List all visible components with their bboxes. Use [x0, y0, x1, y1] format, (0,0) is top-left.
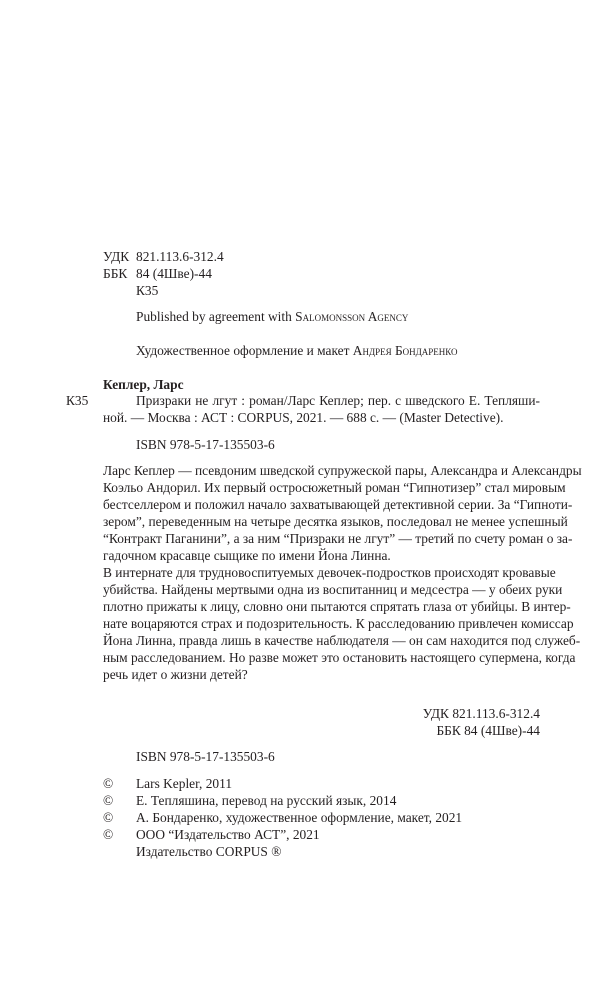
udk-value: 821.113.6-312.4	[136, 249, 224, 264]
bbk-label: ББК	[103, 266, 128, 281]
udk-right: УДК 821.113.6-312.4	[422, 706, 540, 721]
annotation-p1-line: гадочном красавце сыщике по имени Йона Линна.	[103, 548, 391, 563]
annotation-p2-line: В интернате для трудновоспитуемых девочек-подростков происходят кровавые	[103, 565, 556, 580]
annotation-p1-line: Ларс Кеплер — псевдоним шведской супружеской пары, Александра и Александры	[103, 463, 582, 478]
copyright-line: Е. Тепляшина, перевод на русский язык, 2014	[136, 793, 397, 808]
isbn-top: ISBN 978-5-17-135503-6	[136, 437, 275, 452]
published-by-line	[136, 309, 408, 325]
margin-author-mark: К35	[66, 393, 89, 408]
copyright-line: Lars Kepler, 2011	[136, 776, 233, 791]
designer-name: Андрея Бондаренко	[352, 343, 458, 358]
author-mark: К35	[136, 283, 159, 298]
author-heading: Кеплер, Ларс	[103, 377, 184, 392]
isbn-bottom: ISBN 978-5-17-135503-6	[136, 749, 275, 764]
agency-name: Salomonsson Agency	[295, 309, 409, 324]
annotation-p1-line: зером”, переведенным на четыре десятка языков, последовал не менее успешный	[103, 514, 568, 529]
bibliographic-line-1: Призраки не лгут : роман/Ларс Кеплер; пер. с шведского Е. Тепляши-	[136, 393, 540, 408]
copyright-symbol: ©	[103, 810, 114, 825]
bbk-right: ББК 84 (4Шве)-44	[436, 723, 540, 738]
copyright-line: А. Бондаренко, художественное оформление, макет, 2021	[136, 810, 463, 825]
udk-label: УДК	[103, 249, 130, 264]
annotation-p2-line: нате воцаряются страх и подозрительность. К расследованию привлечен комиссар	[103, 616, 574, 631]
design-credit-line	[136, 343, 458, 359]
copyright-symbol: ©	[103, 827, 114, 842]
annotation-p2-line: речь идет о жизни детей?	[103, 667, 248, 682]
annotation-p2-line: плотно прижаты к лицу, словно они пытаются спрятать глаза от убийцы. В интер-	[103, 599, 571, 614]
annotation-p1-line: Коэльо Андорил. Их первый остросюжетный роман “Гипнотизер” стал мировым	[103, 480, 566, 495]
annotation-p1-line: “Контракт Паганини”, а за ним “Призраки не лгут” — третий по счету роман о за-	[103, 531, 573, 546]
copyright-symbol: ©	[103, 793, 114, 808]
publisher-line: Издательство CORPUS ®	[136, 844, 282, 859]
copyright-symbol: ©	[103, 776, 114, 791]
annotation-p2-line: Йона Линна, правда лишь в качестве наблюдателя — он сам находится под служеб-	[103, 633, 581, 648]
design-credit-prefix: Художественное оформление и макет	[136, 343, 353, 358]
copyright-line: ООО “Издательство АСТ”, 2021	[136, 827, 320, 842]
annotation-p2-line: убийства. Найдены мертвыми одна из воспитанниц и медсестра — у обеих руки	[103, 582, 563, 597]
published-by-prefix: Published by agreement with	[136, 309, 296, 324]
annotation-p2-line: ным расследованием. Но разве может это остановить настоящего супермена, когда	[103, 650, 576, 665]
bibliographic-line-2: ной. — Москва : АСТ : CORPUS, 2021. — 688 с. — (Master Detective).	[103, 410, 504, 425]
annotation-p1-line: бестселлером и положил начало захватывающей детективной серии. За “Гипноти-	[103, 497, 573, 512]
bbk-value: 84 (4Шве)-44	[136, 266, 212, 281]
